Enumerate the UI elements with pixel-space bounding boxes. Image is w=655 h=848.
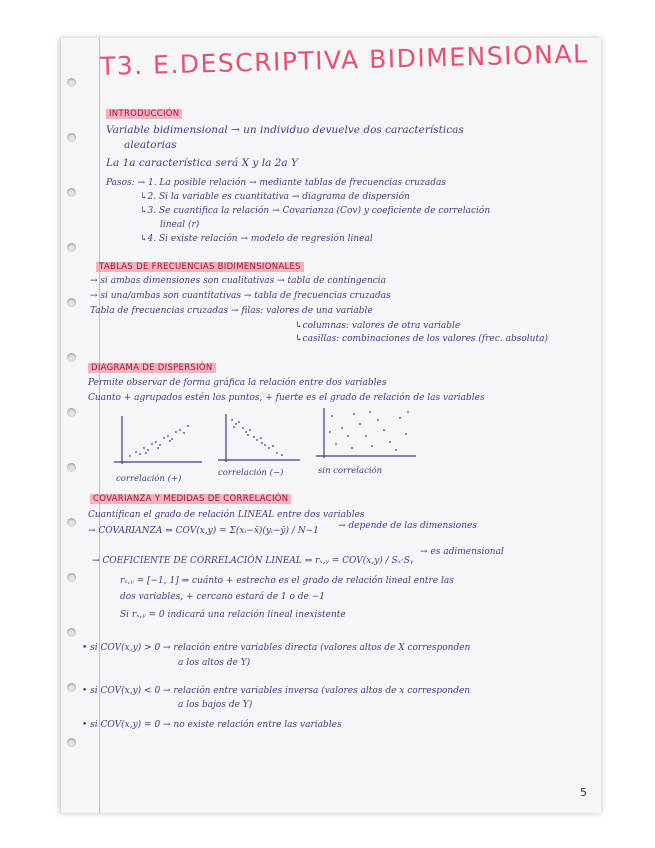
binder-hole xyxy=(67,298,76,307)
section-heading-covarianza: COVARIANZA Y MEDIDAS DE CORRELACIÓN xyxy=(90,494,291,504)
text-line: → depende de las dimensiones xyxy=(338,521,477,531)
binder-hole xyxy=(67,738,76,747)
text-line: Variable bidimensional → un individuo devuelve dos características xyxy=(106,124,464,136)
text-line: rₓ,ᵧ = [−1, 1] ⇒ cuánto + estrecho es el grado de relación lineal entre las xyxy=(120,576,454,586)
text-line: La 1a característica será X y la 2a Y xyxy=(106,157,298,169)
binder-hole xyxy=(67,243,76,252)
scatter-plot-none xyxy=(312,406,422,464)
text-line: ↳casillas: combinaciones de los valores (frec. absoluta) xyxy=(295,334,548,344)
text-line: ↳2. Si la variable es cuantitativa → diagrama de dispersión xyxy=(140,192,410,202)
text-line: Si rₓ,ᵧ = 0 indicará una relación lineal inexistente xyxy=(120,610,346,620)
text-line: aleatorias xyxy=(124,139,177,151)
text-line: Tabla de frecuencias cruzadas → filas: valores de una variable xyxy=(90,306,373,316)
text-line: ↳3. Se cuantifica la relación → Covarianza (Cov) y coeficiente de correlación xyxy=(140,206,491,216)
scatter-plot-negative xyxy=(212,410,312,470)
scatter-plot-positive xyxy=(110,412,210,472)
formula-covariance: → COVARIANZA ⇒ COV(x,y) = Σ(xᵢ−x̄)(yᵢ−ȳ) / N−1 xyxy=(88,526,319,536)
text-line: Cuanto + agrupados estén los puntos, + fuerte es el grado de relación de las variables xyxy=(88,393,485,403)
plot-caption: sin correlación xyxy=(318,466,383,476)
text-line: a los altos de Y) xyxy=(178,658,251,668)
binder-hole xyxy=(67,518,76,527)
binder-hole xyxy=(67,683,76,692)
text-line: lineal (r) xyxy=(160,220,200,230)
text-line: • si COV(x,y) < 0 → relación entre variables inversa (valores altos de x corresponden xyxy=(82,686,471,696)
text-line: • si COV(x,y) > 0 → relación entre variables directa (valores altos de X corresponden xyxy=(82,643,471,653)
text-line: Permite observar de forma gráfica la relación entre dos variables xyxy=(88,378,387,388)
binder-hole xyxy=(67,463,76,472)
margin-line xyxy=(99,38,100,813)
binder-hole xyxy=(67,133,76,142)
binder-hole xyxy=(67,188,76,197)
page-number: 5 xyxy=(580,786,587,799)
text-line: Pasos: → 1. La posible relación → mediante tablas de frecuencias cruzadas xyxy=(106,178,446,188)
text-line: dos variables, + cercano estará de 1 o de −1 xyxy=(120,592,326,602)
plot-caption: correlación (+) xyxy=(116,474,182,484)
binder-hole xyxy=(67,78,76,87)
formula-correlation: → COEFICIENTE DE CORRELACIÓN LINEAL ⇒ rₓ,ᵧ = COV(x,y) / Sₓ·Sᵧ xyxy=(92,556,414,566)
binder-hole xyxy=(67,628,76,637)
plot-caption: correlación (−) xyxy=(218,468,284,478)
page-title: T3. E.DESCRIPTIVA BIDIMENSIONAL xyxy=(99,39,589,81)
binder-hole xyxy=(67,353,76,362)
section-heading-tablas: TABLAS DE FRECUENCIAS BIDIMENSIONALES xyxy=(96,262,304,272)
text-line: ↳columnas: valores de otra variable xyxy=(295,321,461,331)
text-line: → si una/ambas son cuantitativas → tabla de frecuencias cruzadas xyxy=(90,291,391,301)
section-heading-introduccion: INTRODUCCIÓN xyxy=(106,109,182,119)
text-line: Cuantifican el grado de relación LINEAL entre dos variables xyxy=(88,510,365,520)
binder-hole xyxy=(67,573,76,582)
text-line: ↳4. Si existe relación → modelo de regresión lineal xyxy=(140,234,373,244)
text-line: → si ambas dimensiones son cualitativas → tabla de contingencia xyxy=(90,276,387,286)
text-line: → es adimensional xyxy=(420,547,504,557)
text-line: • si COV(x,y) = 0 → no existe relación entre las variables xyxy=(82,720,342,730)
text-line: a los bajos de Y) xyxy=(178,700,253,710)
section-heading-diagrama: DIAGRAMA DE DISPERSIÓN xyxy=(88,363,216,373)
binder-hole xyxy=(67,408,76,417)
